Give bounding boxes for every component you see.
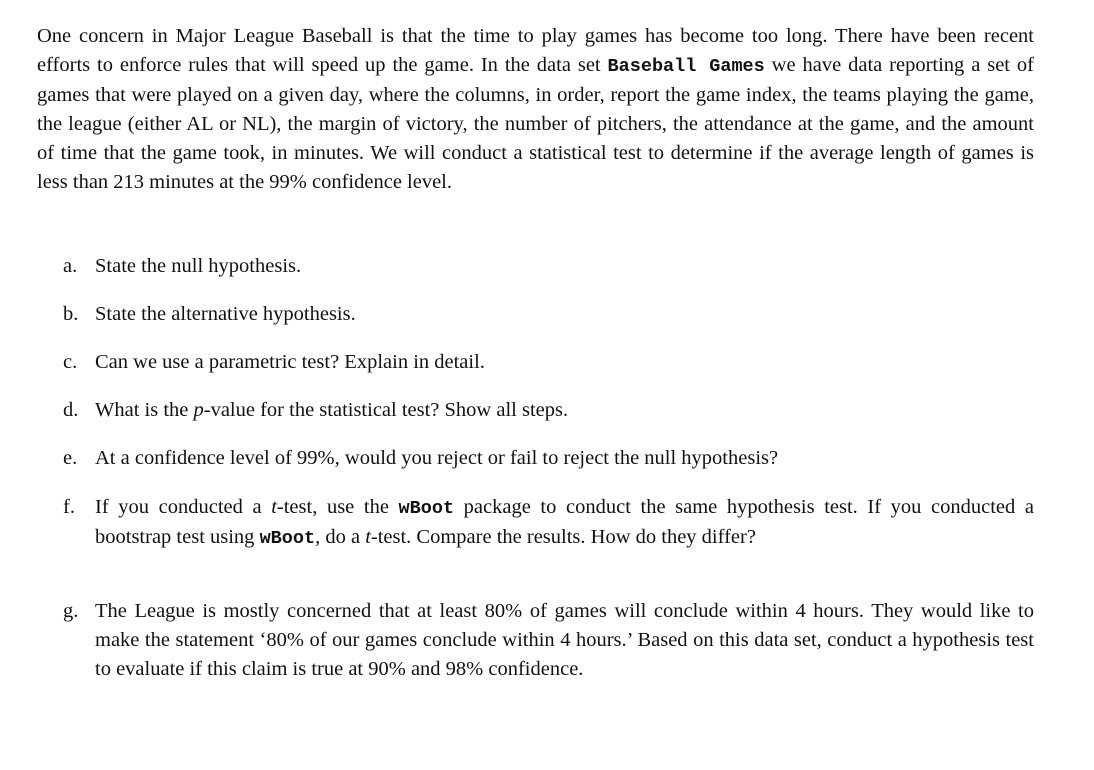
question-e: [63, 444, 1034, 473]
package-name: wBoot: [398, 498, 455, 519]
question-text: At a confidence level of 99%, would you reject or fail to reject the null hypothesis?: [95, 447, 779, 469]
question-c: [63, 348, 1034, 377]
question-letter: g.: [63, 600, 79, 622]
text-fragment: What is the: [95, 399, 194, 421]
question-text: State the alternative hypothesis.: [95, 303, 356, 325]
text-fragment: If you conducted a: [95, 496, 272, 518]
t-symbol: t: [271, 496, 277, 518]
question-text: Can we use a parametric test? Explain in detail.: [95, 351, 485, 373]
text-fragment: package to conduct the same hypothesis test. If you conducted a bootstrap test using: [95, 496, 1034, 548]
intro-text-part2: we have data reporting a set of games that were played on a given day, where the columns, in order, report the game index, the teams playing the game, the league (either AL or NL), the margin of victory, the number of pitchers, the attendance at the game, and the amount of time that the game took, in minutes. We will conduct a statistical test to determine if the average length of games is less than 213 minutes at the 99% confidence level.: [37, 54, 1034, 193]
question-d: [63, 396, 1034, 425]
p-symbol: p: [193, 399, 204, 421]
text-fragment: -test, use the: [276, 496, 399, 518]
question-b: [63, 300, 1034, 329]
question-g: [63, 597, 1034, 684]
problem-page: [37, 22, 1034, 680]
question-letter: d.: [63, 399, 79, 421]
question-text: [95, 493, 1034, 553]
question-letter: c.: [63, 351, 78, 373]
text-fragment: , do a: [315, 526, 366, 548]
question-letter: f.: [63, 496, 75, 518]
question-letter: a.: [63, 255, 78, 277]
question-f: [63, 493, 1034, 553]
question-text: [95, 396, 1034, 425]
question-a: [63, 252, 1034, 281]
dataset-name: Baseball Games: [607, 56, 765, 77]
intro-paragraph: [37, 22, 1034, 197]
text-fragment: -test. Compare the results. How do they differ?: [370, 526, 756, 548]
question-letter: e.: [63, 447, 78, 469]
question-letter: b.: [63, 303, 79, 325]
intro-text-part1: One concern in Major League Baseball is that the time to play games has become too long. There have been recent efforts to enforce rules that will speed up the game. In the data set: [37, 25, 1034, 76]
package-name: wBoot: [259, 528, 316, 549]
t-symbol: t: [365, 526, 371, 548]
text-fragment: -value for the statistical test? Show all steps.: [203, 399, 569, 421]
question-text: The League is mostly concerned that at least 80% of games will conclude within 4 hours. They would like to make the statement ‘80% of our games conclude within 4 hours.’ Based on this data set, conduct a hypothesis test to evaluate if this claim is true at 90% and 98% confidence.: [95, 600, 1034, 680]
question-text: State the null hypothesis.: [95, 255, 302, 277]
